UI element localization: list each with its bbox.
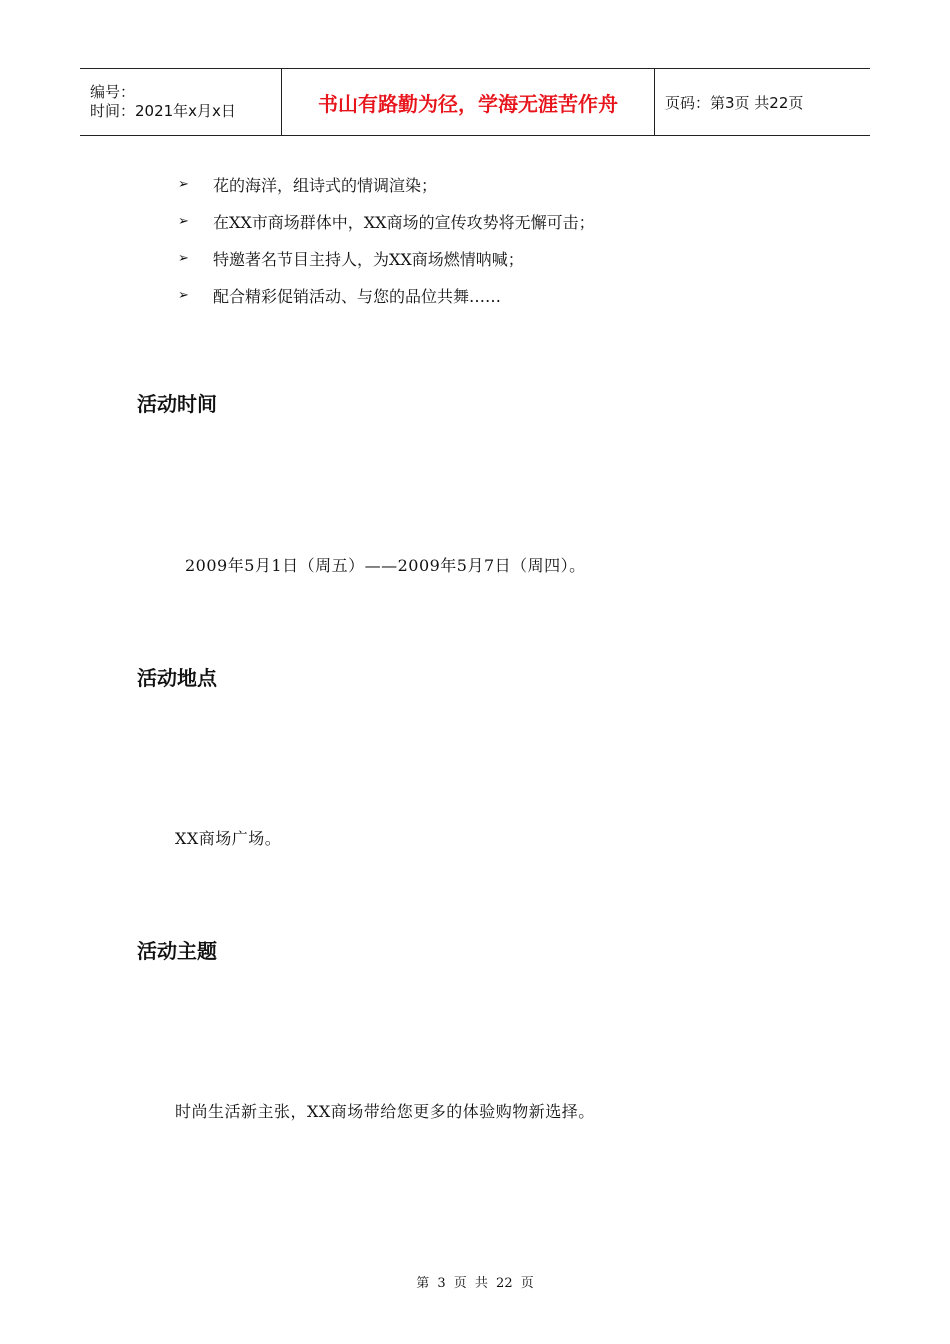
page-header [80, 68, 870, 136]
arrowhead-bullet-icon: ➢ [178, 214, 189, 229]
section-title-time: 活动时间 [137, 392, 217, 416]
header-meta [80, 69, 282, 135]
list-item [178, 166, 595, 203]
list-item [178, 203, 595, 240]
list-item [178, 240, 595, 277]
motto-text: 书山有路勤为径，学海无涯苦作舟 [318, 91, 618, 116]
list-item [178, 277, 595, 314]
arrowhead-bullet-icon: ➢ [178, 177, 189, 192]
list-item-text: 配合精彩促销活动、与您的品位共舞…… [213, 287, 502, 306]
arrowhead-bullet-icon: ➢ [178, 251, 189, 266]
list-item-text: 花的海洋，组诗式的情调渲染； [213, 176, 438, 195]
page-footer: 第 3 页 共 22 页 [416, 1276, 534, 1291]
arrowhead-bullet-icon: ➢ [178, 288, 189, 303]
section-text-theme: 时尚生活新主张，XX商场带给您更多的体验购物新选择。 [175, 1102, 595, 1121]
list-item-text: 在XX市商场群体中，XX商场的宣传攻势将无懈可击； [213, 213, 595, 232]
header-motto [282, 69, 655, 135]
section-title-theme: 活动主题 [137, 939, 217, 963]
section-text-place: XX商场广场。 [175, 829, 282, 848]
time-label: 时间：2021年x月x日 [90, 102, 236, 120]
list-item-text: 特邀著名节目主持人，为XX商场燃情呐喊； [213, 250, 524, 269]
page-info-text: 页码：第3页 共22页 [665, 93, 804, 112]
section-title-place: 活动地点 [137, 666, 217, 690]
header-page-info [655, 69, 870, 135]
number-label: 编号： [90, 83, 136, 101]
section-text-time: 2009年5月1日（周五）——2009年5月7日（周四）。 [185, 556, 586, 575]
feature-list [178, 166, 595, 314]
